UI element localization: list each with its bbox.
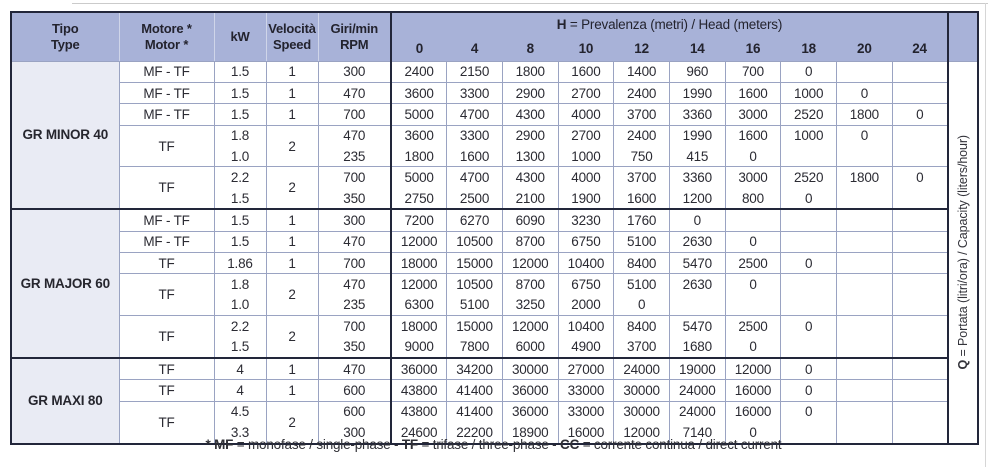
kw-cell: 1.5 xyxy=(214,188,266,209)
capacity-value-cell xyxy=(892,337,948,358)
col-header-rpm-line1: Giri/min xyxy=(330,21,379,37)
capacity-value-cell: 0 xyxy=(725,231,781,252)
kw-cell: 1.5 xyxy=(214,337,266,358)
kw-cell: 1.0 xyxy=(214,146,266,167)
speed-cell: 1 xyxy=(266,358,318,380)
col-header-motor-line2: Motor * xyxy=(144,36,189,52)
capacity-value-cell: 1600 xyxy=(447,146,503,167)
rpm-cell: 235 xyxy=(318,146,391,167)
capacity-value-cell: 0 xyxy=(781,316,837,337)
motor-type-cell: TF xyxy=(119,358,214,380)
capacity-value-cell: 8400 xyxy=(614,253,670,274)
capacity-value-cell: 2630 xyxy=(669,274,725,295)
kw-cell: 2.2 xyxy=(214,316,266,337)
capacity-value-cell: 6750 xyxy=(558,274,614,295)
capacity-value-cell: 2150 xyxy=(447,61,503,82)
table-row xyxy=(11,167,978,188)
capacity-value-cell: 36000 xyxy=(502,380,558,401)
capacity-value-cell: 1400 xyxy=(614,61,670,82)
capacity-value-cell: 3230 xyxy=(558,209,614,231)
capacity-value-cell: 10400 xyxy=(558,316,614,337)
kw-cell: 1.5 xyxy=(214,231,266,252)
capacity-value-cell xyxy=(781,146,837,167)
table-header xyxy=(11,12,978,61)
head-value: 18 xyxy=(781,38,837,61)
head-value: 8 xyxy=(502,38,558,61)
kw-cell: 1.5 xyxy=(214,209,266,231)
capacity-value-cell: 4000 xyxy=(558,167,614,188)
capacity-value-cell: 7140 xyxy=(669,422,725,443)
capacity-value-cell: 1300 xyxy=(502,146,558,167)
table-row xyxy=(11,82,978,103)
capacity-value-cell: 4700 xyxy=(447,104,503,125)
motor-type-cell: MF - TF xyxy=(119,61,214,82)
capacity-value-cell xyxy=(781,231,837,252)
motor-type-cell: TF xyxy=(119,316,214,358)
table-row xyxy=(11,274,978,295)
rpm-cell: 300 xyxy=(318,61,391,82)
speed-cell: 1 xyxy=(266,61,318,82)
capacity-value-cell xyxy=(837,188,893,209)
capacity-value-cell: 0 xyxy=(781,358,837,380)
col-header-motor-line1: Motore * xyxy=(141,21,192,37)
capacity-value-cell: 24000 xyxy=(669,401,725,422)
capacity-value-cell: 1600 xyxy=(614,188,670,209)
capacity-value-cell: 4000 xyxy=(558,104,614,125)
capacity-value-cell xyxy=(725,209,781,231)
head-value: 12 xyxy=(614,38,670,61)
rpm-cell: 700 xyxy=(318,167,391,188)
kw-cell: 2.2 xyxy=(214,167,266,188)
capacity-value-cell: 0 xyxy=(781,253,837,274)
capacity-value-cell xyxy=(837,146,893,167)
capacity-value-cell xyxy=(781,295,837,316)
capacity-value-cell xyxy=(837,337,893,358)
capacity-value-cell xyxy=(892,253,948,274)
rpm-cell: 600 xyxy=(318,401,391,422)
capacity-value-cell: 24000 xyxy=(669,380,725,401)
capacity-value-cell xyxy=(781,209,837,231)
head-value: 4 xyxy=(447,38,503,61)
capacity-value-cell: 0 xyxy=(725,274,781,295)
capacity-value-cell xyxy=(837,316,893,337)
rpm-cell: 600 xyxy=(318,380,391,401)
capacity-axis-label: Q = Portata (litri/ora) / Capacity (liters/hour) xyxy=(955,134,970,370)
capacity-value-cell: 1000 xyxy=(558,146,614,167)
motor-type-cell: TF xyxy=(119,167,214,209)
capacity-value-cell xyxy=(892,209,948,231)
motor-type-cell: MF - TF xyxy=(119,209,214,231)
capacity-value-cell: 34200 xyxy=(447,358,503,380)
rpm-cell: 700 xyxy=(318,316,391,337)
motor-type-cell: MF - TF xyxy=(119,231,214,252)
capacity-value-cell: 0 xyxy=(781,61,837,82)
capacity-value-cell: 7200 xyxy=(391,209,447,231)
page-right-rule xyxy=(985,3,986,467)
capacity-value-cell: 2400 xyxy=(391,61,447,82)
capacity-value-cell: 0 xyxy=(837,125,893,146)
capacity-value-cell: 415 xyxy=(669,146,725,167)
speed-cell: 2 xyxy=(266,167,318,209)
capacity-value-cell: 3600 xyxy=(391,125,447,146)
capacity-value-cell xyxy=(669,295,725,316)
capacity-value-cell: 1000 xyxy=(781,82,837,103)
table-row xyxy=(11,380,978,401)
capacity-value-cell: 5100 xyxy=(614,231,670,252)
capacity-axis-cell xyxy=(948,61,978,444)
motor-type-cell: TF xyxy=(119,401,214,443)
col-header-type xyxy=(11,12,119,61)
pump-performance-table xyxy=(10,11,979,445)
motor-type-cell: TF xyxy=(119,274,214,316)
capacity-value-cell: 1000 xyxy=(781,125,837,146)
table-row xyxy=(11,61,978,82)
capacity-value-cell: 10400 xyxy=(558,253,614,274)
capacity-value-cell: 2700 xyxy=(558,125,614,146)
motor-type-cell: TF xyxy=(119,253,214,274)
capacity-value-cell: 700 xyxy=(725,61,781,82)
capacity-value-cell: 2900 xyxy=(502,125,558,146)
capacity-value-cell: 24600 xyxy=(391,422,447,443)
col-header-speed xyxy=(266,12,318,61)
capacity-value-cell: 10500 xyxy=(447,274,503,295)
capacity-value-cell: 0 xyxy=(725,146,781,167)
rpm-cell: 700 xyxy=(318,104,391,125)
capacity-value-cell: 3000 xyxy=(725,104,781,125)
capacity-value-cell xyxy=(892,401,948,422)
capacity-value-cell: 7800 xyxy=(447,337,503,358)
capacity-value-cell: 5470 xyxy=(669,253,725,274)
col-header-kw xyxy=(214,12,266,61)
capacity-value-cell: 27000 xyxy=(558,358,614,380)
capacity-value-cell: 2700 xyxy=(558,82,614,103)
col-header-speed-line2: Speed xyxy=(272,36,311,52)
capacity-value-cell: 43800 xyxy=(391,380,447,401)
capacity-value-cell: 4900 xyxy=(558,337,614,358)
capacity-value-cell: 1800 xyxy=(837,167,893,188)
capacity-value-cell: 0 xyxy=(892,104,948,125)
capacity-value-cell: 5000 xyxy=(391,104,447,125)
capacity-value-cell: 1600 xyxy=(725,82,781,103)
capacity-value-cell: 3700 xyxy=(614,337,670,358)
capacity-value-cell: 3700 xyxy=(614,167,670,188)
kw-cell: 1.5 xyxy=(214,82,266,103)
head-group-header: H = Prevalenza (metri) / Head (meters) xyxy=(391,12,948,38)
rpm-cell: 470 xyxy=(318,274,391,295)
capacity-value-cell xyxy=(725,295,781,316)
table-body xyxy=(11,61,978,444)
footnote: * MF = monofase / single-phase - TF = trifase / three-phase - CC = corrente continua / direct current xyxy=(205,437,782,452)
capacity-value-cell: 41400 xyxy=(447,401,503,422)
col-header-rpm xyxy=(318,12,391,61)
capacity-value-cell: 5100 xyxy=(614,274,670,295)
head-value: 0 xyxy=(391,38,447,61)
capacity-value-cell: 2500 xyxy=(725,316,781,337)
kw-cell: 4 xyxy=(214,380,266,401)
capacity-value-cell xyxy=(781,274,837,295)
motor-type-cell: TF xyxy=(119,125,214,167)
kw-cell: 1.5 xyxy=(214,104,266,125)
pump-type-cell: GR MAJOR 60 xyxy=(11,209,119,358)
capacity-value-cell: 3300 xyxy=(447,125,503,146)
col-header-motor xyxy=(119,12,214,61)
capacity-value-cell: 18000 xyxy=(391,253,447,274)
capacity-value-cell: 3000 xyxy=(725,167,781,188)
rpm-cell: 350 xyxy=(318,337,391,358)
capacity-value-cell xyxy=(892,274,948,295)
capacity-value-cell: 3360 xyxy=(669,167,725,188)
capacity-value-cell: 5470 xyxy=(669,316,725,337)
rpm-cell: 470 xyxy=(318,82,391,103)
speed-cell: 2 xyxy=(266,316,318,358)
capacity-value-cell: 1900 xyxy=(558,188,614,209)
capacity-value-cell: 12000 xyxy=(725,358,781,380)
capacity-value-cell: 1760 xyxy=(614,209,670,231)
speed-cell: 2 xyxy=(266,274,318,316)
capacity-value-cell: 12000 xyxy=(502,253,558,274)
capacity-value-cell: 33000 xyxy=(558,401,614,422)
capacity-value-cell: 2900 xyxy=(502,82,558,103)
kw-cell: 1.0 xyxy=(214,295,266,316)
head-value: 14 xyxy=(669,38,725,61)
table-row xyxy=(11,104,978,125)
capacity-value-cell: 3700 xyxy=(614,104,670,125)
capacity-value-cell: 0 xyxy=(725,422,781,443)
capacity-value-cell: 3250 xyxy=(502,295,558,316)
table-row xyxy=(11,231,978,252)
capacity-value-cell: 1600 xyxy=(558,61,614,82)
head-value: 10 xyxy=(558,38,614,61)
capacity-value-cell xyxy=(892,125,948,146)
capacity-value-cell: 0 xyxy=(669,209,725,231)
table-row xyxy=(11,358,978,380)
header-row-top xyxy=(11,12,978,38)
capacity-value-cell: 12000 xyxy=(614,422,670,443)
speed-cell: 1 xyxy=(266,209,318,231)
capacity-value-cell: 1600 xyxy=(725,125,781,146)
capacity-value-cell: 3300 xyxy=(447,82,503,103)
capacity-value-cell: 8700 xyxy=(502,231,558,252)
motor-type-cell: MF - TF xyxy=(119,104,214,125)
capacity-value-cell: 2750 xyxy=(391,188,447,209)
capacity-value-cell: 1990 xyxy=(669,125,725,146)
capacity-value-cell: 4700 xyxy=(447,167,503,188)
capacity-value-cell xyxy=(892,61,948,82)
capacity-value-cell: 15000 xyxy=(447,316,503,337)
capacity-value-cell: 10500 xyxy=(447,231,503,252)
capacity-value-cell xyxy=(837,61,893,82)
capacity-value-cell: 41400 xyxy=(447,380,503,401)
capacity-value-cell: 2500 xyxy=(447,188,503,209)
capacity-value-cell xyxy=(837,401,893,422)
capacity-value-cell xyxy=(781,337,837,358)
capacity-value-cell xyxy=(892,188,948,209)
rpm-cell: 470 xyxy=(318,358,391,380)
capacity-value-cell: 2520 xyxy=(781,104,837,125)
capacity-value-cell: 4300 xyxy=(502,167,558,188)
capacity-value-cell: 16000 xyxy=(725,401,781,422)
capacity-value-cell: 22200 xyxy=(447,422,503,443)
kw-cell: 4 xyxy=(214,358,266,380)
capacity-value-cell: 1800 xyxy=(391,146,447,167)
capacity-value-cell xyxy=(892,380,948,401)
capacity-value-cell: 2630 xyxy=(669,231,725,252)
col-header-speed-line1: Velocità xyxy=(268,21,316,37)
capacity-value-cell: 2000 xyxy=(558,295,614,316)
capacity-value-cell xyxy=(837,253,893,274)
speed-cell: 1 xyxy=(266,82,318,103)
capacity-value-cell: 12000 xyxy=(391,274,447,295)
table-row xyxy=(11,316,978,337)
capacity-value-cell xyxy=(837,380,893,401)
capacity-value-cell: 12000 xyxy=(502,316,558,337)
capacity-column-header xyxy=(948,12,978,61)
page-top-rule xyxy=(72,3,988,4)
capacity-value-cell: 6000 xyxy=(502,337,558,358)
motor-type-cell: TF xyxy=(119,380,214,401)
col-header-kw-line1: kW xyxy=(230,28,250,44)
capacity-value-cell: 960 xyxy=(669,61,725,82)
table-row xyxy=(11,209,978,231)
capacity-value-cell: 3360 xyxy=(669,104,725,125)
capacity-value-cell: 0 xyxy=(781,188,837,209)
speed-cell: 1 xyxy=(266,380,318,401)
capacity-value-cell xyxy=(837,358,893,380)
head-value: 16 xyxy=(725,38,781,61)
capacity-value-cell: 750 xyxy=(614,146,670,167)
capacity-value-cell: 16000 xyxy=(725,380,781,401)
kw-cell: 4.5 xyxy=(214,401,266,422)
table-row xyxy=(11,125,978,146)
capacity-value-cell: 15000 xyxy=(447,253,503,274)
capacity-value-cell: 1990 xyxy=(669,82,725,103)
table-row xyxy=(11,253,978,274)
capacity-value-cell: 4300 xyxy=(502,104,558,125)
capacity-value-cell: 8700 xyxy=(502,274,558,295)
speed-cell: 1 xyxy=(266,253,318,274)
capacity-value-cell xyxy=(892,295,948,316)
capacity-value-cell: 0 xyxy=(781,401,837,422)
speed-cell: 1 xyxy=(266,104,318,125)
capacity-value-cell: 5100 xyxy=(447,295,503,316)
capacity-value-cell: 1800 xyxy=(502,61,558,82)
capacity-value-cell: 6090 xyxy=(502,209,558,231)
rpm-cell: 700 xyxy=(318,253,391,274)
pump-type-cell: GR MINOR 40 xyxy=(11,61,119,209)
capacity-value-cell: 800 xyxy=(725,188,781,209)
capacity-value-cell: 33000 xyxy=(558,380,614,401)
head-value: 20 xyxy=(837,38,893,61)
rpm-cell: 300 xyxy=(318,422,391,443)
capacity-value-cell xyxy=(837,295,893,316)
kw-cell: 3.3 xyxy=(214,422,266,443)
capacity-value-cell xyxy=(892,82,948,103)
capacity-value-cell: 0 xyxy=(614,295,670,316)
pump-type-cell: GR MAXI 80 xyxy=(11,358,119,444)
capacity-value-cell: 8400 xyxy=(614,316,670,337)
capacity-value-cell: 3600 xyxy=(391,82,447,103)
capacity-value-cell: 0 xyxy=(781,380,837,401)
speed-cell: 1 xyxy=(266,231,318,252)
capacity-value-cell: 36000 xyxy=(391,358,447,380)
capacity-value-cell xyxy=(837,209,893,231)
rpm-cell: 300 xyxy=(318,209,391,231)
speed-cell: 2 xyxy=(266,401,318,443)
head-value: 24 xyxy=(892,38,948,61)
kw-cell: 1.86 xyxy=(214,253,266,274)
motor-type-cell: MF - TF xyxy=(119,82,214,103)
kw-cell: 1.8 xyxy=(214,274,266,295)
capacity-value-cell: 0 xyxy=(892,167,948,188)
capacity-value-cell: 2100 xyxy=(502,188,558,209)
speed-cell: 2 xyxy=(266,125,318,167)
capacity-value-cell: 19000 xyxy=(669,358,725,380)
table-row xyxy=(11,401,978,422)
capacity-value-cell: 24000 xyxy=(614,358,670,380)
capacity-value-cell xyxy=(892,231,948,252)
capacity-value-cell: 12000 xyxy=(391,231,447,252)
capacity-value-cell: 43800 xyxy=(391,401,447,422)
capacity-value-cell: 2520 xyxy=(781,167,837,188)
capacity-value-cell: 36000 xyxy=(502,401,558,422)
capacity-value-cell xyxy=(892,146,948,167)
capacity-value-cell: 6300 xyxy=(391,295,447,316)
rpm-cell: 235 xyxy=(318,295,391,316)
capacity-value-cell: 2400 xyxy=(614,82,670,103)
kw-cell: 1.5 xyxy=(214,61,266,82)
kw-cell: 1.8 xyxy=(214,125,266,146)
capacity-value-cell xyxy=(837,231,893,252)
rpm-cell: 470 xyxy=(318,125,391,146)
capacity-value-cell: 1800 xyxy=(837,104,893,125)
capacity-value-cell: 30000 xyxy=(614,380,670,401)
col-header-type-line2: Type xyxy=(50,36,80,52)
capacity-value-cell: 30000 xyxy=(614,401,670,422)
capacity-value-cell: 18000 xyxy=(391,316,447,337)
capacity-value-cell xyxy=(892,316,948,337)
capacity-value-cell: 16000 xyxy=(558,422,614,443)
capacity-value-cell: 0 xyxy=(837,82,893,103)
capacity-value-cell: 6750 xyxy=(558,231,614,252)
capacity-value-cell: 1200 xyxy=(669,188,725,209)
capacity-value-cell: 9000 xyxy=(391,337,447,358)
capacity-value-cell: 5000 xyxy=(391,167,447,188)
capacity-value-cell: 1680 xyxy=(669,337,725,358)
capacity-value-cell xyxy=(837,274,893,295)
col-header-type-line1: Tipo xyxy=(52,21,79,37)
capacity-value-cell: 2500 xyxy=(725,253,781,274)
col-header-rpm-line2: RPM xyxy=(340,36,369,52)
capacity-value-cell: 30000 xyxy=(502,358,558,380)
capacity-value-cell: 6270 xyxy=(447,209,503,231)
rpm-cell: 470 xyxy=(318,231,391,252)
capacity-value-cell xyxy=(892,358,948,380)
capacity-value-cell: 0 xyxy=(725,337,781,358)
capacity-value-cell: 2400 xyxy=(614,125,670,146)
rpm-cell: 350 xyxy=(318,188,391,209)
capacity-value-cell: 18900 xyxy=(502,422,558,443)
